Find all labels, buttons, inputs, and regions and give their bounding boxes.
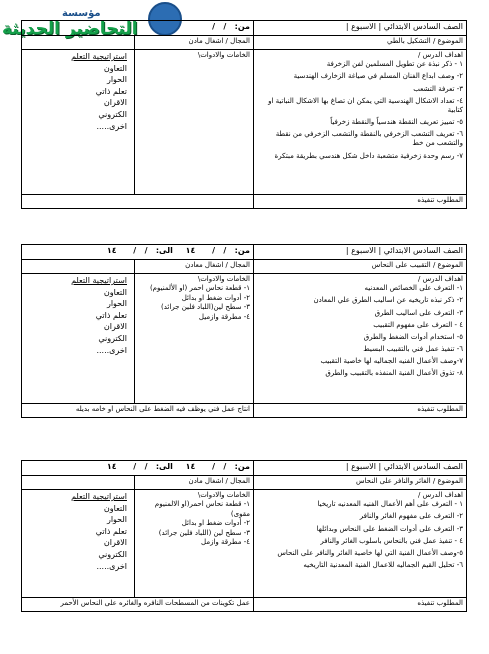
date-to: الى: / / ١٤ bbox=[106, 462, 173, 471]
tool-item: ٤- مطرقة وازمل bbox=[201, 538, 250, 547]
strategy-item: التعاون bbox=[103, 503, 127, 513]
objective-item: ١- التعرف على الخصائص المعدنيه bbox=[364, 284, 463, 293]
tool-item: ٣- سطح لين(اللباد فلين جرائد) bbox=[161, 303, 250, 312]
objective-item: ٢- التعرف على مفهوم الغائر والنافر bbox=[359, 512, 463, 521]
strategy-item: اخرى..... bbox=[96, 561, 127, 571]
blank-cell bbox=[22, 476, 135, 490]
strategies-cell bbox=[22, 490, 135, 598]
strategy-item: اخرى..... bbox=[96, 121, 127, 131]
objective-item: ٦- تنفيذ عمل فني بالتقبيب البسيط bbox=[363, 344, 463, 353]
tools-cell bbox=[135, 50, 254, 195]
required-value: انتاج عمل فني يوظف فيه الضغط على النحاس او خامه بديله bbox=[22, 404, 254, 418]
strategy-item: التعاون bbox=[103, 63, 127, 73]
grade-week: الصف السادس الابتدائي | الاسبوع | bbox=[254, 245, 467, 260]
strategy-item: تعلم ذاتي bbox=[95, 310, 127, 320]
blank-cell bbox=[22, 36, 135, 50]
strategy-item: الحوار bbox=[106, 75, 127, 85]
lesson-plan-table-2 bbox=[21, 244, 467, 418]
tools-cell bbox=[135, 274, 254, 404]
logo-subtitle: مؤسسة bbox=[62, 8, 101, 19]
objective-item: ٦- تحليل القيم الجماليه للاعمال الفنية المعدنية التاريخيه bbox=[303, 560, 463, 569]
objective-item: ٧-وصف الأعمال الفنيه الجماليه لها خاصية التقبيب bbox=[320, 356, 463, 365]
objective-item: ٨- تذوق الأعمال الفنية المنفذه بالتقبيب والطرق bbox=[325, 368, 463, 377]
date-range bbox=[22, 21, 254, 36]
strategies-cell bbox=[22, 50, 135, 195]
objectives-list bbox=[257, 60, 463, 161]
strategy-item: تعلم ذاتي bbox=[95, 86, 127, 96]
grade-week: الصف السادس الابتدائي | الاسبوع | bbox=[254, 461, 467, 476]
required-value: عمل تكوينات من المسطحات النافره والغائره على النحاس الأحمر bbox=[22, 598, 254, 612]
tools-title: الخامات والادوات\ bbox=[197, 275, 250, 283]
topic: الموضوع / الغائر والنافر على النحاس bbox=[254, 476, 467, 490]
lesson-plan-table-1 bbox=[21, 20, 467, 209]
tool-item: ٢- أدوات ضغط او بدائل bbox=[181, 293, 250, 302]
date-range bbox=[22, 245, 254, 260]
topic: الموضوع / التشكيل بالطي bbox=[254, 36, 467, 50]
objectives-title: اهداف الدرس / bbox=[418, 275, 463, 283]
tool-item: ١- قطعة نحاس احمر(او الالمنيوم مقوى) bbox=[154, 500, 250, 518]
tools-list bbox=[138, 284, 250, 322]
objective-item: ٥-وصف الأعمال الفنية التي لها خاصية الغائر والنافر على النحاس bbox=[277, 548, 463, 557]
domain: المجال / اشغال معادن bbox=[135, 260, 254, 274]
objective-item: ٢- وصف ابداع الفنان المسلم في صياغة الزخارف الهندسية bbox=[293, 72, 463, 81]
objectives-cell bbox=[254, 490, 467, 598]
topic: الموضوع / التقبيب على النحاس bbox=[254, 260, 467, 274]
grade-week: الصف السادس الابتدائي | الاسبوع | bbox=[254, 21, 467, 36]
date-to: الى: / / ١٤ bbox=[106, 246, 173, 255]
tool-item: ٣- سطح لين (اللباد فلين جرائد) bbox=[158, 528, 250, 537]
strategies-list bbox=[25, 491, 131, 572]
strategies-cell bbox=[22, 274, 135, 404]
objective-item: ٣- تعرفة التشعب bbox=[413, 84, 463, 93]
objective-item: ٣- التعرف على أدوات الضغط على النحاس وبدائلها bbox=[316, 524, 463, 533]
date-from: من: / / ١٤ bbox=[185, 462, 250, 471]
strategy-item: الاقران bbox=[103, 322, 127, 332]
strategy-item: الحوار bbox=[106, 515, 127, 525]
objective-item: ٤ - تنفيذ عمل فني بالنحاس باسلوب الغائر والنافر bbox=[320, 536, 463, 545]
tools-list bbox=[138, 500, 250, 547]
strategies-list bbox=[25, 275, 131, 356]
objective-item: ٤ - التعرف على مفهوم التقبيب bbox=[373, 320, 463, 329]
objective-item: ٦- تعريف التشعب الزخرفي بالنقطة والتشعب الزخرفي من نقطة والتشعب من خط bbox=[275, 130, 463, 148]
strategy-item: الكتروني bbox=[98, 549, 127, 559]
strategy-item: الكتروني bbox=[98, 333, 127, 343]
objective-item: ١ - التعرف على أهم الأعمال الفنيه المعدنيه تاريخيا bbox=[317, 500, 463, 509]
strategy-item: الحوار bbox=[106, 299, 127, 309]
domain: المجال / اشغال مادن bbox=[135, 36, 254, 50]
domain: المجال / اشغال مادن bbox=[135, 476, 254, 490]
date-from: من: / / ١٤ bbox=[185, 246, 250, 255]
objective-item: ٣- التعرف على اساليب الطرق bbox=[374, 308, 463, 317]
objectives-title: اهداف الدرس / bbox=[418, 491, 463, 499]
date-range bbox=[22, 461, 254, 476]
tools-title: الخامات والادوات\ bbox=[197, 491, 250, 499]
strategies-title: استراتيجية التعلم bbox=[71, 52, 127, 61]
objective-item: ٧- رسم وحدة زخرفية متشعبة داخل شكل هندسي بطريقة مبتكرة bbox=[274, 151, 463, 160]
tool-item: ١- قطعة نحاس احمر (او الألمنيوم) bbox=[149, 284, 250, 293]
strategies-list bbox=[25, 51, 131, 132]
required-label: المطلوب تنفيذه bbox=[254, 598, 467, 612]
strategy-item: الكتروني bbox=[98, 109, 127, 119]
objectives-cell bbox=[254, 274, 467, 404]
tools-cell bbox=[135, 490, 254, 598]
objective-item: ٢- ذكر نبذه تاريخيه عن اساليب الطرق علي المعادن bbox=[313, 296, 463, 305]
strategy-item: الاقران bbox=[103, 98, 127, 108]
objectives-title: اهداف الدرس / bbox=[418, 51, 463, 59]
required-value bbox=[22, 195, 254, 209]
tool-item: ٢- أدوات ضغط او بدائل bbox=[181, 519, 250, 528]
objective-item: ٥- استخدام أدوات الضغط والطرق bbox=[363, 332, 463, 341]
blank-cell bbox=[22, 260, 135, 274]
lesson-plan-table-3 bbox=[21, 460, 467, 612]
required-label: المطلوب تنفيذه bbox=[254, 195, 467, 209]
strategies-title: استراتيجية التعلم bbox=[71, 492, 127, 501]
objectives-list bbox=[257, 500, 463, 570]
objective-item: ٥- تمييز تعريف النقطة هندسياً والنقطة زخرفياً bbox=[330, 118, 463, 126]
objectives-cell bbox=[254, 50, 467, 195]
tools-title: الخامات والادوات\ bbox=[197, 51, 250, 59]
strategy-item: تعلم ذاتي bbox=[95, 526, 127, 536]
strategy-item: اخرى..... bbox=[96, 345, 127, 355]
strategy-item: الاقران bbox=[103, 538, 127, 548]
required-label: المطلوب تنفيذه bbox=[254, 404, 467, 418]
objective-item: ١ - ذكر نبذة عن تطويل المسلمين لفن الزخرفة bbox=[326, 60, 463, 69]
tool-item: ٤- مطرقة وازميل bbox=[198, 312, 250, 321]
date-from: من: / / bbox=[212, 22, 250, 31]
logo-title: التحاضير الحديثة bbox=[2, 19, 138, 39]
strategies-title: استراتيجية التعلم bbox=[71, 276, 127, 285]
objectives-list bbox=[257, 284, 463, 378]
strategy-item: التعاون bbox=[103, 287, 127, 297]
objective-item: ٤- تعداد الاشكال الهندسية التي يمكن ان تصاغ بها الاشكال النباتية او كتابية bbox=[268, 96, 463, 114]
